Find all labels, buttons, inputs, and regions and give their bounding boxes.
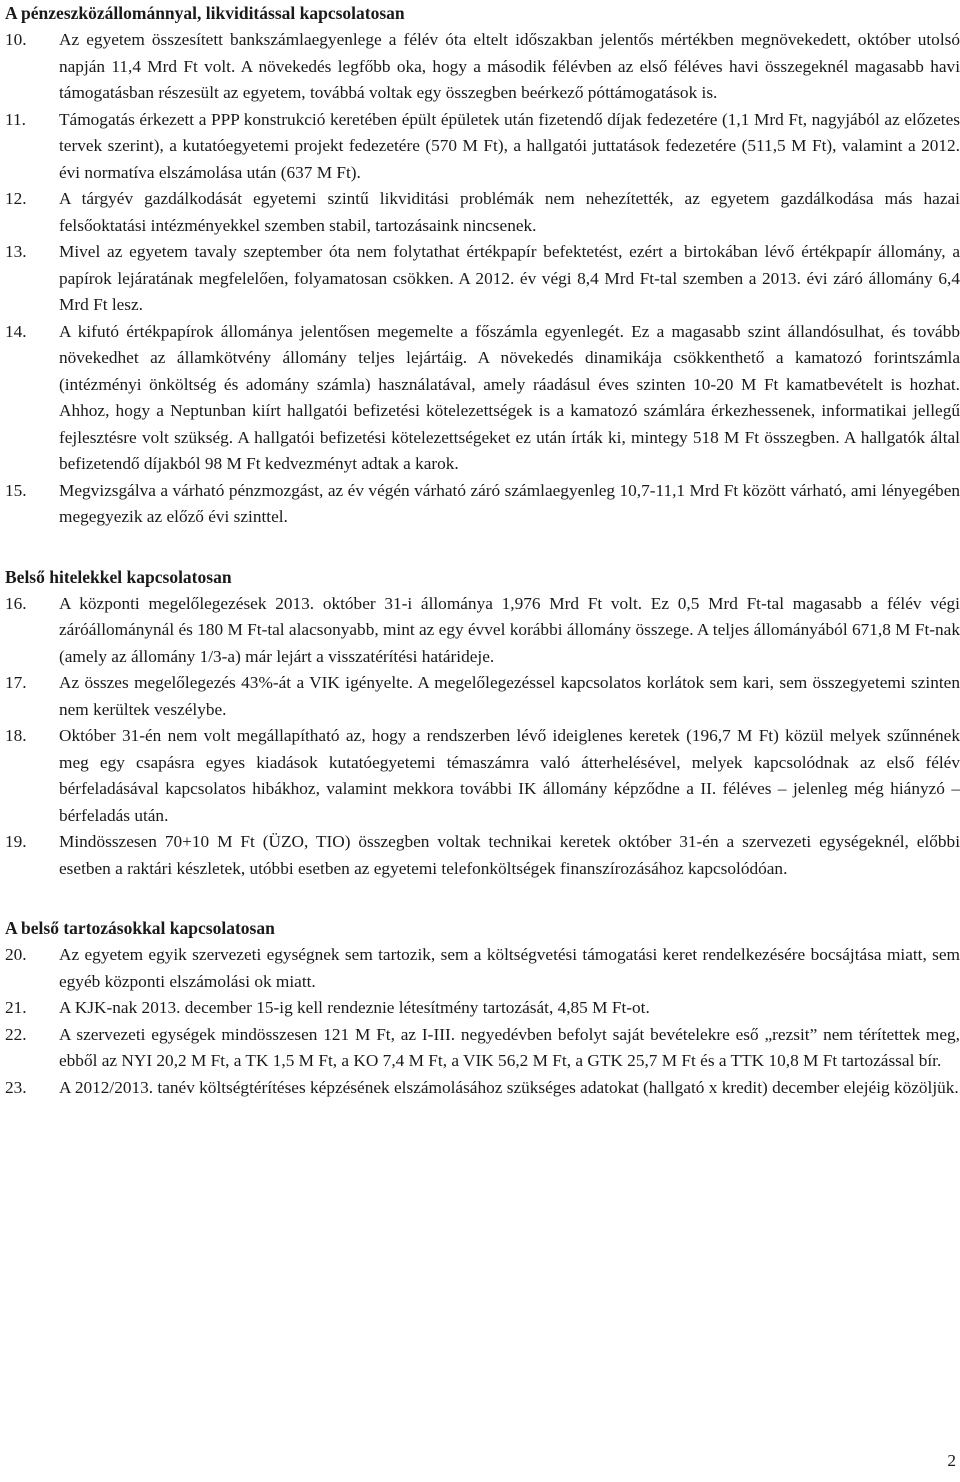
numbered-paragraph <box>5 1022 960 1075</box>
numbered-paragraph <box>5 1075 960 1102</box>
paragraph-number: 16. <box>5 593 27 613</box>
paragraph-number: 13. <box>5 242 27 261</box>
section-spacer <box>5 882 960 915</box>
paragraph-number: 20. <box>5 945 27 964</box>
paragraph-text: Mivel az egyetem tavaly szeptember óta nem folytathat értékpapír befektetést, ezért a birtokában lévő értékpapír állomány, a papírok lejáratának megfelelően, folyamatosan csökken. A 2012. év végi 8,4 Mrd Ft-tal szemben a 2013. évi záró állomány 6,4 Mrd Ft lesz. <box>59 242 960 314</box>
section <box>5 0 960 531</box>
paragraph-number: 18. <box>5 726 27 745</box>
paragraph-text: A központi megelőlegezések 2013. október 31-i állománya 1,976 Mrd Ft volt. Ez 0,5 Mrd Ft-tal magasabb a félév végi záróállománynál és 180 M Ft-tal alacsonyabb, mint az egy évvel korábbi állomány összege. A teljes állományából 671,8 M Ft-nak (amely az állomány 1/3-a) már lejárt a visszatérítési határideje. <box>59 593 960 666</box>
paragraph-text: Megvizsgálva a várható pénzmozgást, az év végén várható záró számlaegyenleg 10,7-11,1 Mrd Ft között várható, ami lényegében megegyezik az előző évi szinttel. <box>59 480 960 526</box>
paragraph-text: A 2012/2013. tanév költségtérítéses képzésének elszámolásához szükséges adatokat (hallgató x kredit) december elejéig közöljük. <box>59 1077 959 1097</box>
section <box>5 915 960 1101</box>
numbered-paragraph <box>5 829 960 882</box>
paragraph-number: 19. <box>5 832 27 851</box>
numbered-paragraph <box>5 27 960 107</box>
paragraph-text: A tárgyév gazdálkodását egyetemi szintű likviditási problémák nem nehezítették, az egyetem gazdálkodása más hazai felsőoktatási intézményekkel szemben stabil, tartozásaink nincsenek. <box>59 189 960 235</box>
paragraph-number: 15. <box>5 480 27 500</box>
section-heading: A belső tartozásokkal kapcsolatosan <box>5 918 275 938</box>
paragraph-number: 22. <box>5 1024 27 1044</box>
paragraph-number: 21. <box>5 998 27 1017</box>
paragraph-number: 23. <box>5 1077 27 1097</box>
paragraph-text: Mindösszesen 70+10 M Ft (ÜZO, TIO) összegben voltak technikai keretek október 31-én a szervezeti egységeknél, előbbi esetben a raktári készletek, utóbbi esetben az egyetemi telefonköltségek finanszírozásához kapcsolódóan. <box>59 832 960 878</box>
document-page <box>5 0 960 1101</box>
numbered-paragraph <box>5 995 960 1022</box>
paragraph-text: Október 31-én nem volt megállapítható az, hogy a rendszerben lévő ideiglenes keretek (196,7 M Ft) közül melyek szűnnének meg egy csapásra egyes kiadások kutatóegyetemi témaszámra való átterhelésével, melyek kapcsolódnak az első félév bérfeladásával kapcsolatos hibákhoz, valamint mekkora további IK állomány képződne a II. féléves – jelenleg még hiányzó – bérfeladás után. <box>59 726 960 825</box>
numbered-paragraph <box>5 107 960 187</box>
section-heading: A pénzeszközállománnyal, likviditással kapcsolatosan <box>5 3 405 23</box>
section-spacer <box>5 531 960 564</box>
paragraph-text: Az egyetem egyik szervezeti egységnek sem tartozik, sem a költségvetési támogatási keret rendelkezésére bocsájtása miatt, sem egyéb központi elszámolási ok miatt. <box>59 945 960 991</box>
numbered-paragraph <box>5 239 960 319</box>
numbered-paragraph <box>5 723 960 829</box>
numbered-paragraph <box>5 670 960 723</box>
paragraph-text: A kifutó értékpapírok állománya jelentősen megemelte a főszámla egyenlegét. Ez a magasabb szint állandósulhat, és tovább növekedhet az államkötvény állomány teljes lejártáig. A növekedés dinamikája csökkenthető a kamatozó forintszámla (intézményi önköltség és adomány számla) használatával, amely ráadásul éves szinten 10-20 M Ft kamatbevételt is hozhat. Ahhoz, hogy a Neptunban kiírt hallgatói befizetési kötelezettségek is a kamatozó számlára érkezhessenek, informatikai jellegű fejlesztésre volt szükség. A hallgatói befizetési kötelezettségeket ez után írták ki, mintegy 518 M Ft összegben. A hallgatók által befizetendő díjakból 98 M Ft kedvezményt adtak a karok. <box>59 321 960 473</box>
numbered-paragraph <box>5 942 960 995</box>
paragraph-number: 12. <box>5 189 27 208</box>
paragraph-number: 10. <box>5 30 27 49</box>
section-heading: Belső hitelekkel kapcsolatosan <box>5 566 232 587</box>
paragraph-text: Az összes megelőlegezés 43%-át a VIK igényelte. A megelőlegezéssel kapcsolatos korlátok sem kari, sem összegyetemi szinten nem kerültek veszélybe. <box>59 673 960 719</box>
paragraph-text: Támogatás érkezett a PPP konstrukció keretében épült épületek után fizetendő díjak fedezetére (1,1 Mrd Ft, nagyjából az előzetes tervek szerint), a kutatóegyetemi projekt fedezetére (570 M Ft), a hallgatói juttatások fedezetére (511,5 M Ft), valamint a 2012. évi normatíva elszámolása után (637 M Ft). <box>59 109 960 182</box>
numbered-paragraph <box>5 319 960 478</box>
section <box>5 564 960 883</box>
paragraph-text: A KJK-nak 2013. december 15-ig kell rendeznie létesítmény tartozását, 4,85 M Ft-ot. <box>59 998 650 1017</box>
paragraph-text: Az egyetem összesített bankszámlaegyenlege a félév óta eltelt időszakban jelentős mértékben megnövekedett, október utolsó napján 11,4 Mrd Ft volt. A növekedés legfőbb oka, hogy a második félévben az első féléves havi összegeknél magasabb havi támogatásban részesült az egyetem, továbbá voltak egy összegben beérkező póttámogatások is. <box>59 30 960 102</box>
paragraph-text: A szervezeti egységek mindösszesen 121 M Ft, az I-III. negyedévben befolyt saját bevételekre eső „rezsit” nem térítettek meg, ebből az NYI 20,2 M Ft, a TK 1,5 M Ft, a KO 7,4 M Ft, a VIK 56,2 M Ft, a GTK 25,7 M Ft és a TTK 10,8 M Ft tartozással bír. <box>59 1024 960 1070</box>
paragraph-number: 14. <box>5 321 27 341</box>
paragraph-number: 17. <box>5 673 27 692</box>
numbered-paragraph <box>5 478 960 531</box>
document-body <box>5 0 960 1101</box>
numbered-paragraph <box>5 186 960 239</box>
page-number: 2 <box>947 1451 956 1470</box>
numbered-paragraph <box>5 591 960 671</box>
paragraph-number: 11. <box>5 109 26 129</box>
